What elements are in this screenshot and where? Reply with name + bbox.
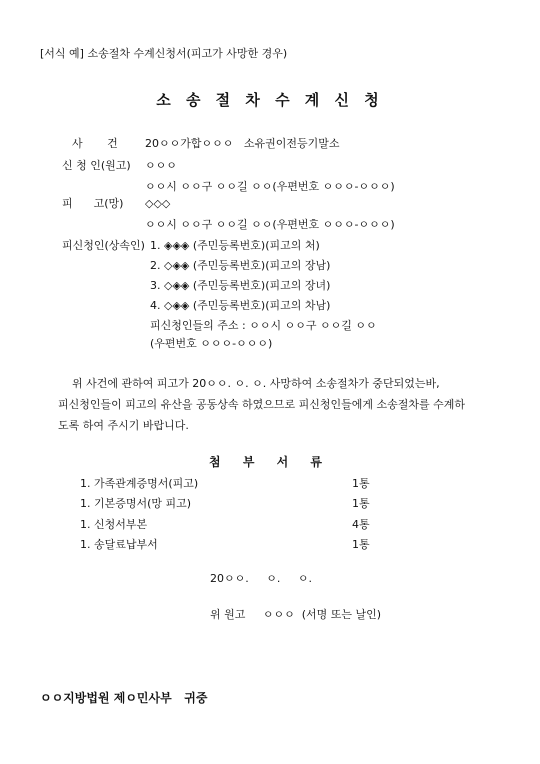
document-title: 소 송 절 차 수 계 신 청 <box>156 91 384 109</box>
attachment-qty: 1통 <box>352 497 370 510</box>
defendant-address: ㅇㅇ시 ㅇㅇ구 ㅇㅇ길 ㅇㅇ(우편번호 ㅇㅇㅇ-ㅇㅇㅇ) <box>145 218 395 231</box>
form-header-note: [서식 예] 소송절차 수계신청서(피고가 사망한 경우) <box>40 47 288 60</box>
respondents-postal: (우편번호 ㅇㅇㅇ-ㅇㅇㅇ) <box>150 337 273 350</box>
applicant-label: 신 청 인(원고) <box>62 159 131 172</box>
body-line: 위 사건에 관하여 피고가 20ㅇㅇ. ㅇ. ㅇ. 사망하여 소송절차가 중단되었는바, <box>72 377 440 390</box>
respondent-item: 4. ◇◈◈ (주민등록번호)(피고의 차남) <box>150 299 331 312</box>
respondent-item: 3. ◇◈◈ (주민등록번호)(피고의 장녀) <box>150 279 331 292</box>
defendant-label: 피 고(망) <box>62 197 124 210</box>
case-value: 20ㅇㅇ가합ㅇㅇㅇ 소유권이전등기말소 <box>145 137 340 150</box>
applicant-address: ㅇㅇ시 ㅇㅇ구 ㅇㅇ길 ㅇㅇ(우편번호 ㅇㅇㅇ-ㅇㅇㅇ) <box>145 180 395 193</box>
filing-date: 20ㅇㅇ. ㅇ. ㅇ. <box>210 572 312 585</box>
respondent-item: 1. ◈◈◈ (주민등록번호)(피고의 처) <box>150 239 320 252</box>
respondents-address: 피신청인들의 주소 : ㅇㅇ시 ㅇㅇ구 ㅇㅇ길 ㅇㅇ <box>150 319 377 332</box>
attachment-name: 1. 기본증명서(망 피고) <box>80 497 192 510</box>
attachment-qty: 1통 <box>352 477 370 490</box>
attachment-name: 1. 가족관계증명서(피고) <box>80 477 199 490</box>
attachment-qty: 4통 <box>352 518 370 531</box>
attachment-qty: 1통 <box>352 538 370 551</box>
respondent-item: 2. ◇◈◈ (주민등록번호)(피고의 장남) <box>150 259 331 272</box>
attachment-name: 1. 송달료납부서 <box>80 538 158 551</box>
case-label: 사 건 <box>72 137 118 150</box>
attachments-title: 첨 부 서 류 <box>209 455 331 469</box>
request-body <box>58 373 498 436</box>
applicant-name: ㅇㅇㅇ <box>145 159 177 172</box>
attachment-name: 1. 신청서부본 <box>80 518 148 531</box>
court-addressee: ㅇㅇ지방법원 제ㅇ민사부 귀중 <box>40 691 208 705</box>
body-line: 도록 하여 주시기 바랍니다. <box>58 419 189 432</box>
signature-line: 위 원고 ㅇㅇㅇ (서명 또는 날인) <box>210 608 382 621</box>
body-line: 피신청인들이 피고의 유산을 공동상속 하였으므로 피신청인들에게 소송절차를 수계하 <box>58 398 466 411</box>
respondents-label: 피신청인(상속인) <box>62 239 145 252</box>
defendant-name: ◇◇◇ <box>145 197 171 210</box>
